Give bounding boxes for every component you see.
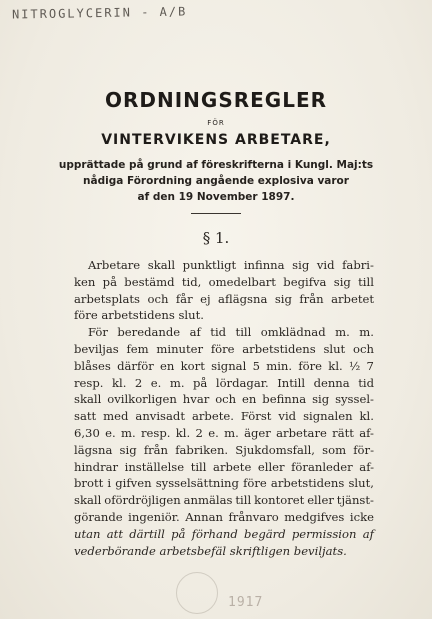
section-body (74, 257, 374, 559)
handwritten-year: 1917 (228, 595, 264, 610)
body-line: blåses därför en kort signal 5 min. före kl. ½ 7 (74, 358, 374, 373)
body-line: görande ingeniör. Annan frånvaro medgifves icke (74, 509, 374, 524)
body-line: Arbetare skall punktligt infinna sig vid fabri- (88, 258, 374, 272)
intro-line: af den 19 November 1897. (137, 191, 295, 203)
handwritten-label: NITROGLYCERIN - A/B (11, 4, 188, 22)
intro-line: upprättade på grund af föreskrifterna i Kungl. Maj:ts (58, 159, 374, 171)
section-heading: § 1. (202, 229, 230, 247)
body-line: beviljas fem minuter före arbetstidens slut och (74, 341, 374, 356)
title-connector: FÖR (207, 119, 225, 127)
body-line: brott i gifven sysselsättning före arbetstidens slut, (74, 476, 374, 491)
library-stamp-icon (176, 572, 218, 614)
body-line: hindrar inställelse till arbete eller föranleder af- (74, 459, 374, 474)
body-line: arbetsplats och får ej aflägsna sig från arbetet (74, 291, 374, 306)
body-line: skall ofördröjligen anmälas till kontoret eller tjänst- (74, 493, 374, 508)
body-line: resp. kl. 2 e. m. på lördagar. Intill denna tid (74, 375, 374, 390)
intro-line: nådiga Förordning angående explosiva varor (83, 175, 349, 187)
body-line: vederbörande arbetsbefäl skriftligen beviljats. (74, 543, 347, 558)
body-line: ken på bestämd tid, omedelbart begifva sig till (74, 274, 374, 289)
body-line: För beredande af tid till omklädnad m. m. (88, 325, 374, 340)
body-line: skall ovilkorligen hvar och en befinna sig syssel- (74, 392, 374, 407)
body-line: före arbetstidens slut. (74, 308, 204, 323)
intro-paragraph (30, 157, 402, 205)
divider-rule (191, 213, 241, 214)
document-subtitle: VINTERVIKENS ARBETARE, (101, 132, 331, 148)
body-line: utan att därtill på förhand begärd permission af (74, 526, 374, 541)
body-line: 6,30 e. m. resp. kl. 2 e. m. äger arbetare rätt af- (74, 425, 374, 440)
document-title: ORDNINGSREGLER (104, 88, 328, 112)
body-line: satt med anvisadt arbete. Först vid signalen kl. (74, 409, 374, 424)
body-line: lägsna sig från fabriken. Sjukdomsfall, som för- (74, 442, 374, 457)
